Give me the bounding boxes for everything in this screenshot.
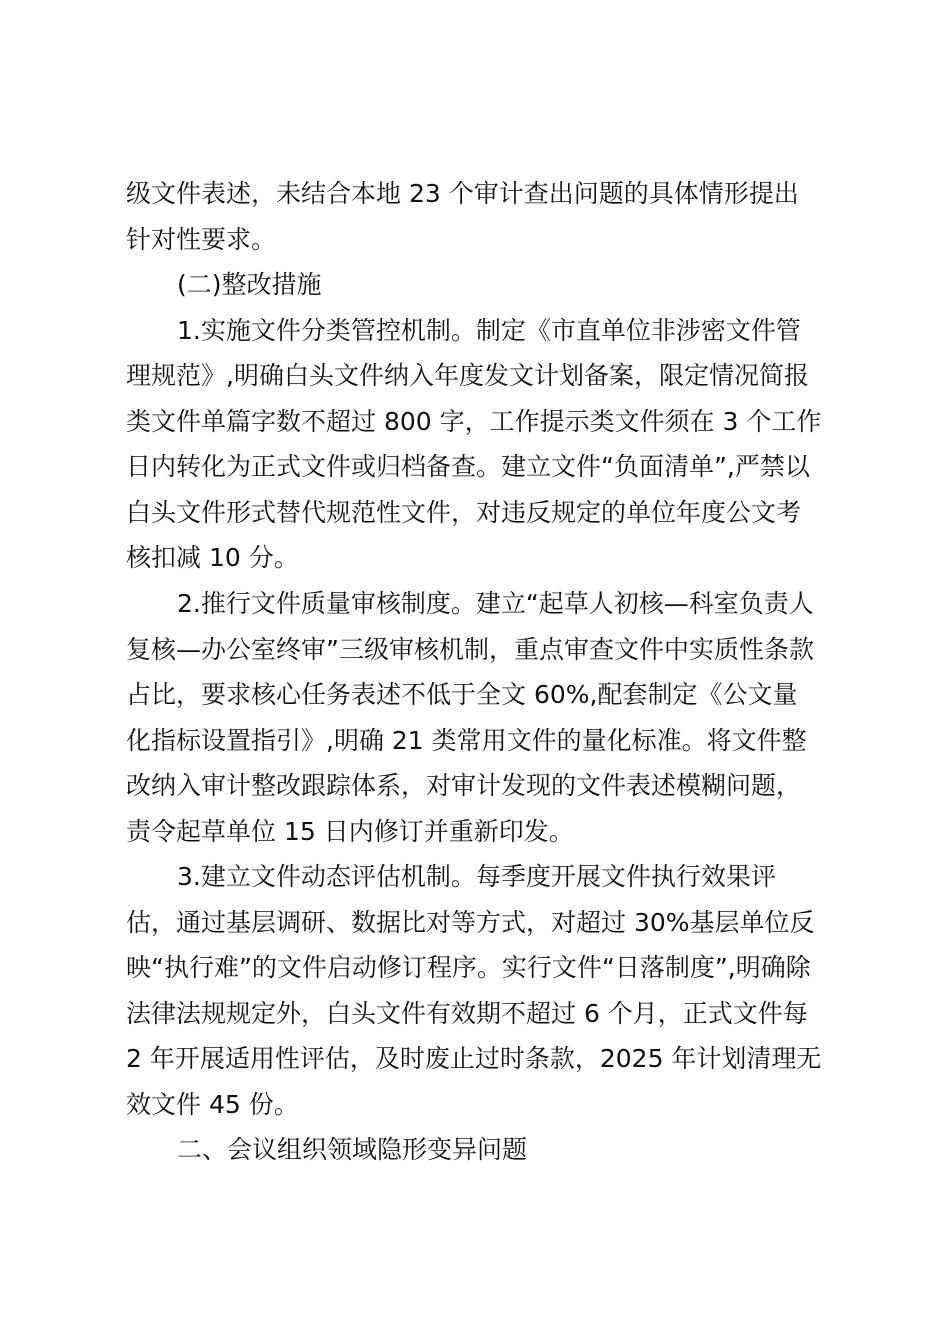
text-line: 2 年开展适用性评估，及时废止过时条款，2025 年计划清理无: [126, 1044, 822, 1073]
text-line: 映“执行难”的文件启动修订程序。实行文件“日落制度”,明确除: [126, 953, 811, 982]
text-line: 类文件单篇字数不超过 800 字，工作提示类文件须在 3 个工作: [126, 407, 822, 436]
text-line: 级文件表述，未结合本地 23 个审计查出问题的具体情形提出: [126, 179, 799, 208]
text-line: 白头文件形式替代规范性文件，对违反规定的单位年度公文考: [126, 498, 802, 527]
text-line: 日内转化为正式文件或归档备查。建立文件“负面清单”,严禁以: [126, 452, 810, 481]
text-line: 理规范》,明确白头文件纳入年度发文计划备案，限定情况简报: [126, 361, 809, 390]
text-line: 责令起草单位 15 日内修订并重新印发。: [126, 817, 574, 846]
text-line: 3.建立文件动态评估机制。每季度开展文件执行效果评: [177, 862, 776, 891]
text-line: 核扣减 10 分。: [126, 543, 299, 572]
section-heading: 二、会议组织领域隐形变异问题: [177, 1135, 528, 1164]
text-line: 估，通过基层调研、数据比对等方式，对超过 30%基层单位反: [126, 908, 815, 937]
text-line: 1.实施文件分类管控机制。制定《市直单位非涉密文件管: [177, 316, 801, 345]
section-heading: (二)整改措施: [177, 270, 322, 299]
text-line: 效文件 45 份。: [126, 1090, 299, 1119]
text-line: 针对性要求。: [126, 225, 277, 254]
text-line: 2.推行文件质量审核制度。建立“起草人初核—科室负责人: [177, 589, 814, 618]
text-line: 法律法规规定外，白头文件有效期不超过 6 个月，正式文件每: [126, 999, 808, 1028]
text-line: 改纳入审计整改跟踪体系，对审计发现的文件表述模糊问题，: [126, 771, 802, 800]
text-line: 占比，要求核心任务表述不低于全文 60%,配套制定《公文量: [126, 680, 798, 709]
text-line: 复核—办公室终审”三级审核机制，重点审查文件中实质性条款: [126, 635, 814, 664]
text-line: 化指标设置指引》,明确 21 类常用文件的量化标准。将文件整: [126, 726, 807, 755]
